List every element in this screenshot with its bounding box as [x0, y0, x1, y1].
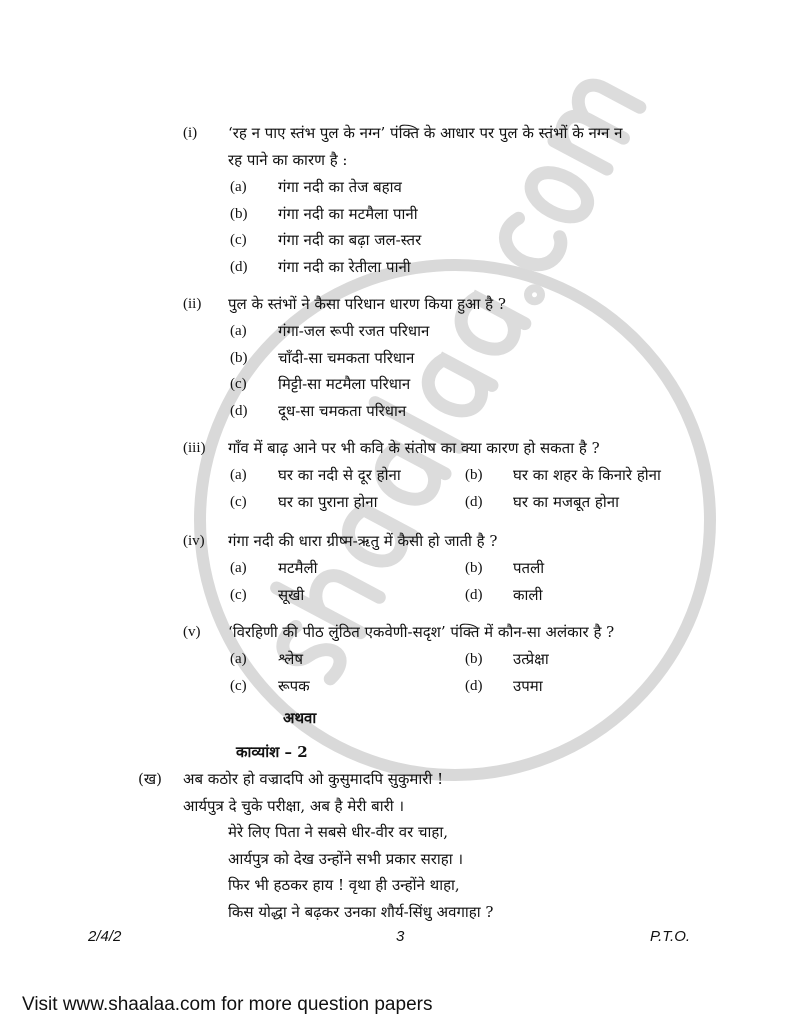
option-letter: (d) — [465, 678, 483, 694]
option-letter: (c) — [230, 587, 247, 603]
option-letter: (a) — [230, 560, 247, 576]
option-letter: (a) — [230, 323, 247, 339]
option-text: सूखी — [278, 586, 305, 604]
option-text: काली — [513, 586, 543, 604]
question-text: ‘विरहिणी की पीठ लुंठित एकवेणी-सदृश’ पंक्ति में कौन-सा अलंकार है ? — [228, 623, 615, 641]
section-title: काव्यांश – 2 — [236, 743, 308, 761]
option-letter: (b) — [465, 467, 483, 483]
option-text: उपमा — [513, 677, 543, 695]
option-letter: (d) — [230, 259, 248, 276]
question-number: (ii) — [183, 296, 202, 312]
option-text: गंगा नदी का मटमैला पानी — [278, 204, 418, 223]
option-text: मिट्टी-सा मटमैला परिधान — [278, 375, 411, 394]
option-text: पतली — [513, 559, 545, 577]
option-text: रूपक — [278, 677, 310, 695]
option-letter: (c) — [230, 678, 247, 694]
option-letter: (b) — [465, 560, 483, 576]
option-text: गंगा नदी का रेतीला पानी — [278, 258, 411, 277]
option-text: दूध-सा चमकता परिधान — [278, 402, 407, 421]
option-text: गंगा नदी का तेज बहाव — [278, 178, 402, 196]
option-text: घर का शहर के किनारे होना — [513, 466, 661, 484]
or-label: अथवा — [283, 709, 317, 727]
option-text: घर का नदी से दूर होना — [278, 466, 401, 484]
option-letter: (b) — [230, 349, 248, 366]
poem-line: आर्यपुत्र दे चुके परीक्षा, अब है मेरी बारी । — [183, 796, 405, 815]
option-letter: (c) — [230, 232, 247, 249]
poem-line: आर्यपुत्र को देख उन्होंने सभी प्रकार सराहा । — [228, 849, 464, 868]
option-letter: (a) — [230, 651, 247, 667]
question-text: पुल के स्तंभों ने कैसा परिधान धारण किया हुआ है ? — [228, 295, 506, 313]
page-number: 3 — [396, 928, 405, 945]
option-letter: (d) — [465, 587, 483, 603]
poem-line: किस योद्धा ने बढ़कर उनका शौर्य-सिंधु अवगाहा ? — [228, 902, 494, 921]
option-letter: (d) — [465, 494, 483, 510]
paper-code: 2/4/2 — [88, 928, 122, 945]
option-text: श्लेष — [278, 650, 304, 668]
option-letter: (a) — [230, 467, 247, 483]
option-text: घर का पुराना होना — [278, 493, 378, 511]
option-text: उत्प्रेक्षा — [513, 650, 549, 668]
pto-label: P.T.O. — [650, 928, 691, 945]
option-letter: (c) — [230, 376, 247, 393]
question-number: (i) — [183, 125, 198, 141]
option-text: गंगा नदी का बढ़ा जल-स्तर — [278, 231, 422, 250]
option-text: घर का मजबूत होना — [513, 493, 619, 511]
question-number: (v) — [183, 624, 201, 640]
poem-label: (ख) — [138, 770, 162, 788]
option-text: मटमैली — [278, 559, 318, 577]
option-letter: (d) — [230, 403, 248, 420]
question-number: (iv) — [183, 533, 205, 549]
poem-line: फिर भी हठकर हाय ! वृथा ही उन्होंने थाहा, — [228, 876, 460, 894]
question-text: रह पाने का कारण है : — [228, 151, 348, 169]
question-text: ‘रह न पाए स्तंभ पुल के नग्न’ पंक्ति के आधार पर पुल के स्तंभों के नग्न न — [228, 124, 623, 142]
question-text: गंगा नदी की धारा ग्रीष्म-ऋतु में कैसी हो जाती है ? — [228, 532, 498, 550]
option-text: गंगा-जल रूपी रजत परिधान — [278, 322, 430, 340]
option-text: चाँदी-सा चमकता परिधान — [278, 348, 415, 367]
option-letter: (c) — [230, 494, 247, 510]
poem-line: मेरे लिए पिता ने सबसे धीर-वीर वर चाहा, — [228, 823, 449, 841]
question-number: (iii) — [183, 440, 206, 456]
option-letter: (b) — [230, 205, 248, 222]
question-text: गाँव में बाढ़ आने पर भी कवि के संतोष का क्या कारण हो सकता है ? — [228, 439, 600, 457]
option-letter: (b) — [465, 651, 483, 667]
poem-line: अब कठोर हो वज्रादपि ओ कुसुमादपि सुकुमारी ! — [183, 770, 444, 788]
option-letter: (a) — [230, 179, 247, 195]
visit-banner: Visit www.shaalaa.com for more question papers — [22, 994, 433, 1015]
